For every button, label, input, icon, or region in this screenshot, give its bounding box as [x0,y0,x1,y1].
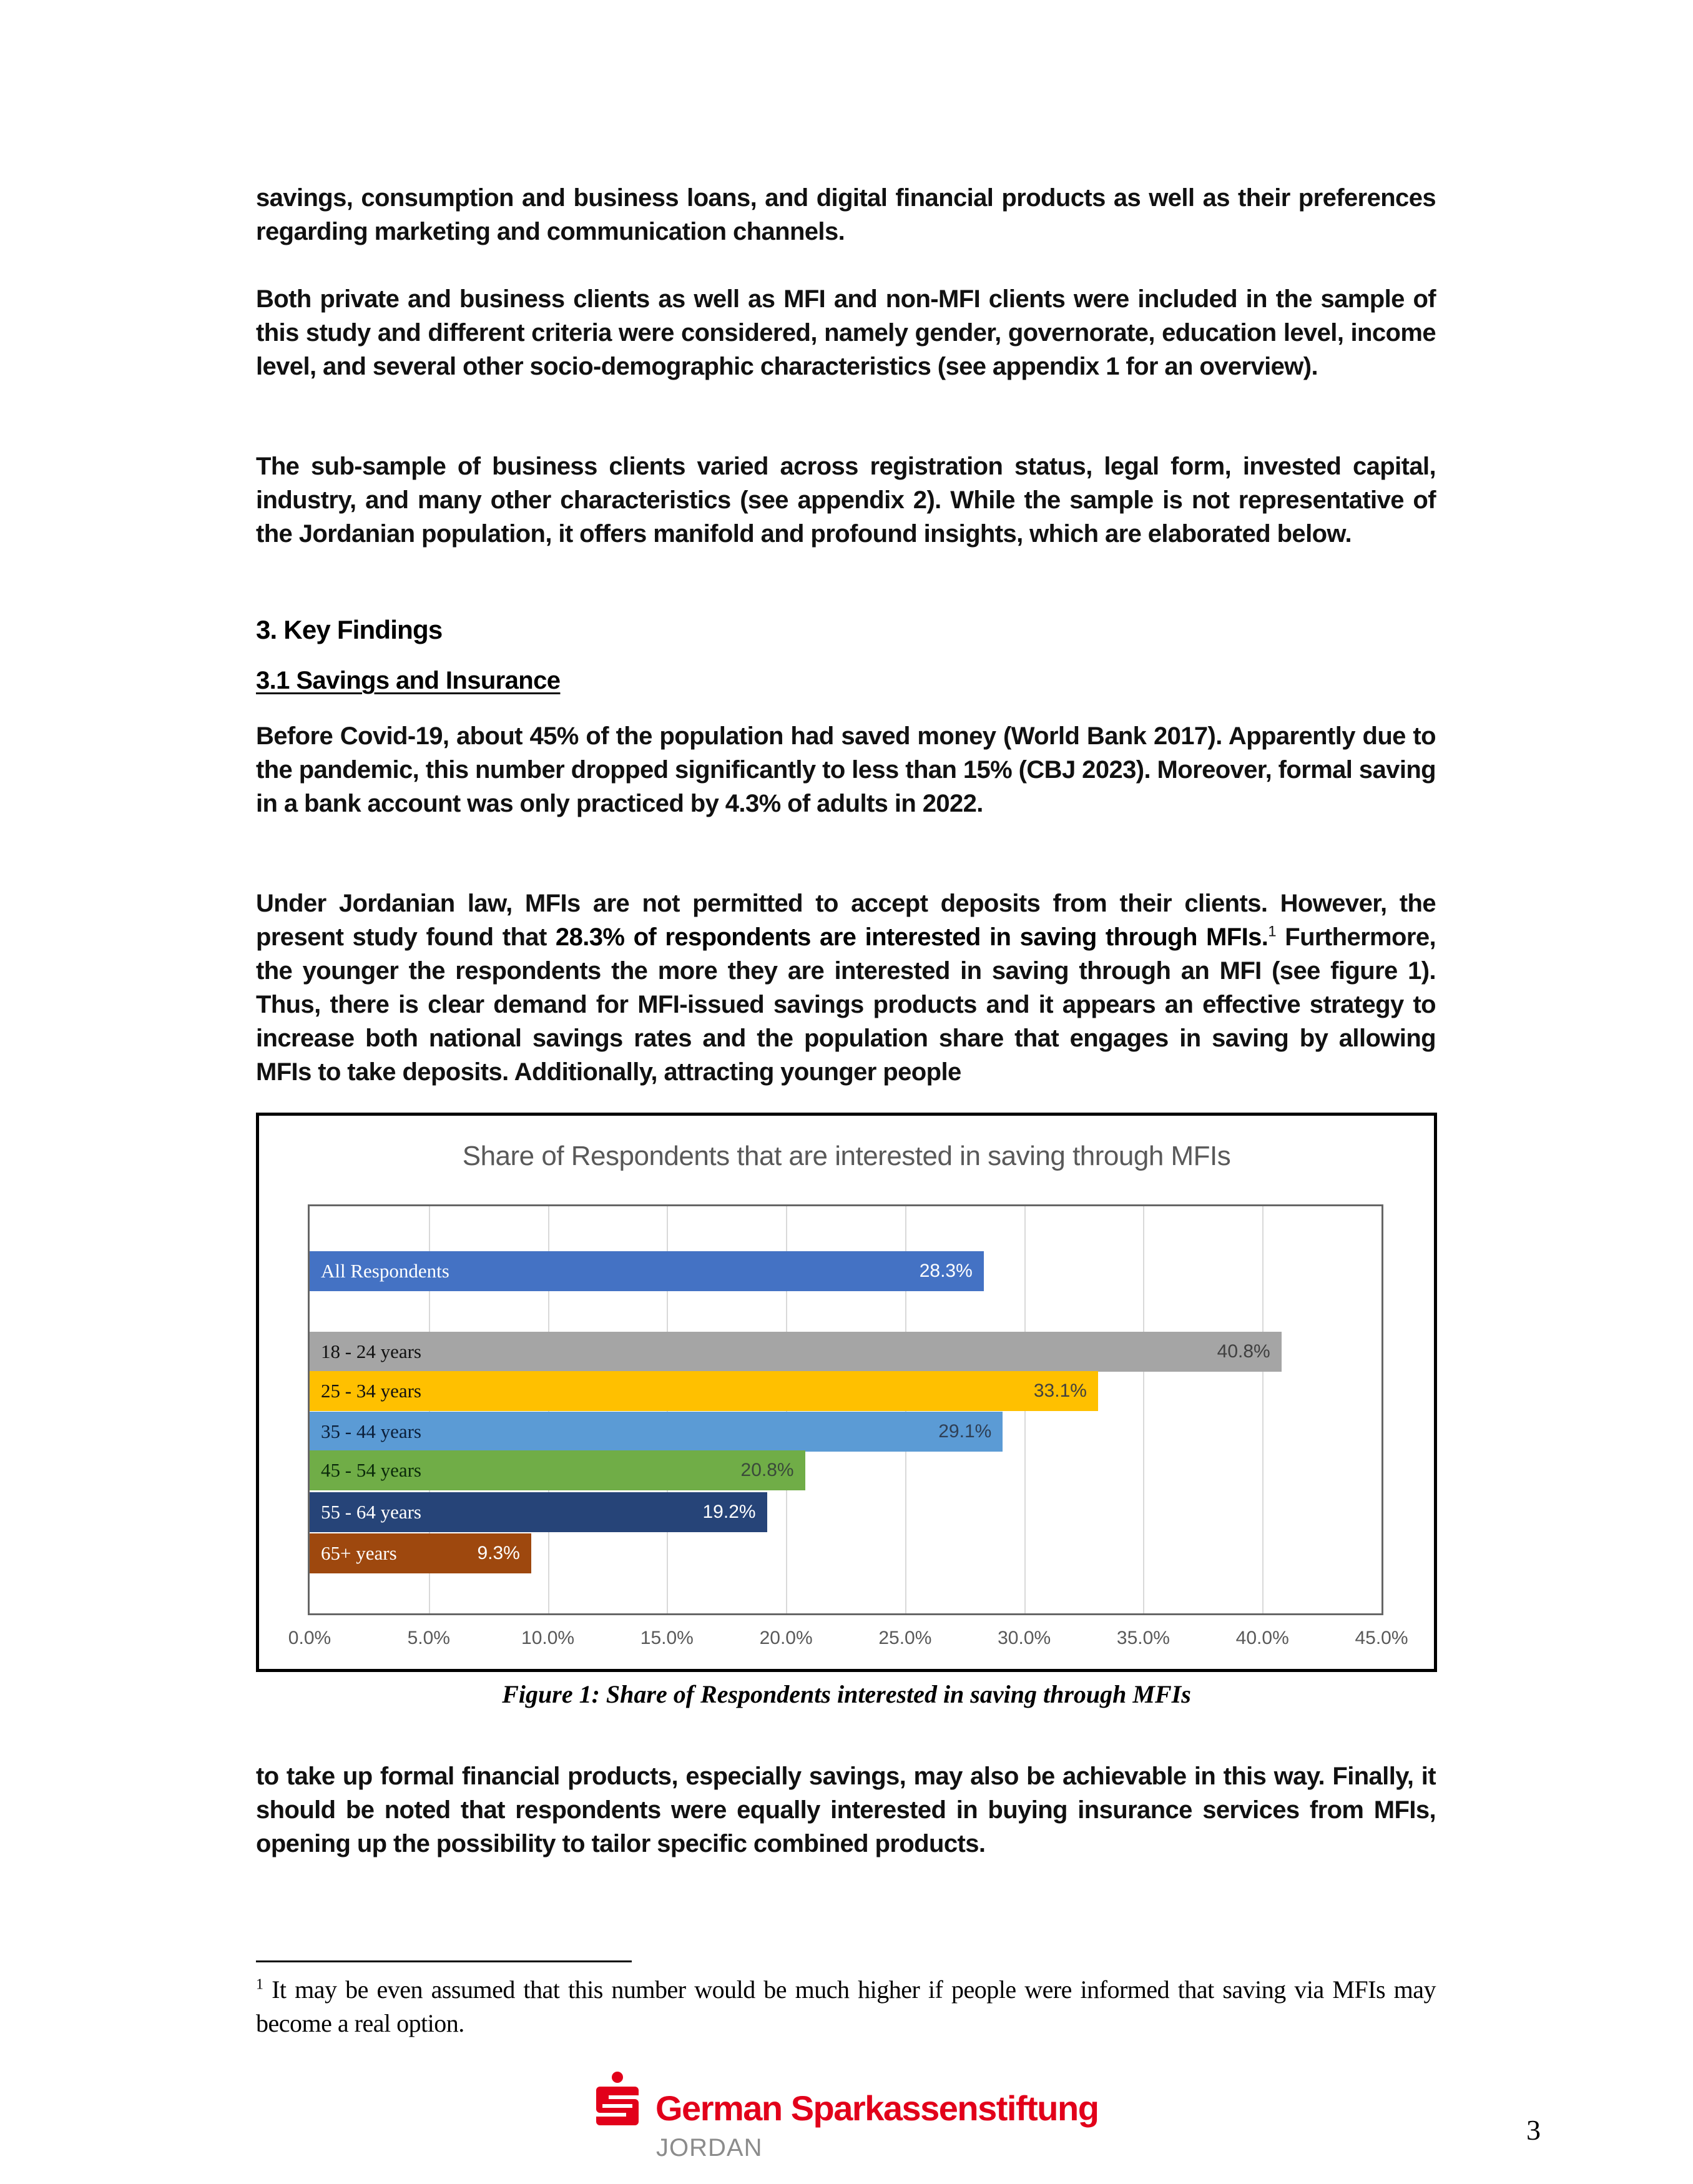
bar-value-label: 29.1% [938,1421,992,1442]
figure-caption: Figure 1: Share of Respondents interested in saving through MFIs [502,1680,1191,1708]
gridline [1262,1206,1264,1613]
x-tick-label: 20.0% [759,1628,813,1648]
x-tick-label: 15.0% [640,1628,694,1648]
bar-category-label: 55 - 64 years [321,1501,421,1523]
footnote-ref[interactable]: 1 [1268,923,1277,940]
paragraph-savings-stats: Before Covid-19, about 45% of the population had saved money (World Bank 2017). Apparently due to the pandemic, this number dropped significantly to less than 15% (CBJ 2023). Moreover, formal saving in a bank account was only practiced by 4.3% of adults in 2022. [256,722,1436,817]
bar-value-label: 9.3% [477,1543,520,1563]
figure-1-chart [256,1113,1437,1672]
gridline [1143,1206,1144,1613]
footnote-text: It may be even assumed that this number would be much higher if people were informed that saving via MFIs may become a real option. [256,1975,1436,2037]
x-tick-label: 30.0% [998,1628,1051,1648]
bar-category-label: 45 - 54 years [321,1459,421,1481]
x-tick-label: 0.0% [288,1628,331,1648]
x-tick-label: 25.0% [878,1628,932,1648]
bar-65-years [310,1533,531,1573]
bar-value-label: 40.8% [1217,1341,1270,1362]
plot-area [308,1204,1383,1615]
paragraph-2: Both private and business clients as well as MFI and non-MFI clients were included in the sample of this study and different criteria were considered, namely gender, governorate, education level, income level, and several other socio-demographic characteristics (see appendix 1 for an overview). [256,285,1436,380]
footnote [256,1973,1436,2040]
x-tick-label: 35.0% [1116,1628,1170,1648]
page-number: 3 [1526,2114,1541,2146]
bar-value-label: 20.8% [740,1460,794,1480]
bar-45-54-years [310,1450,805,1490]
text-run: Under Jordanian law, MFIs are not permitted to accept deposits from their clients. However, the present study found that [256,890,1436,951]
bar-category-label: All Respondents [321,1260,449,1282]
x-tick-label: 5.0% [407,1628,450,1648]
bar-35-44-years [310,1412,1003,1452]
bar-55-64-years [310,1492,767,1532]
bar-category-label: 18 - 24 years [321,1340,421,1362]
bar-18-24-years [310,1332,1282,1372]
footnote-separator [256,1960,632,1962]
org-name: German Sparkassenstiftung [655,2088,1099,2128]
bar-category-label: 25 - 34 years [321,1380,421,1402]
bar-value-label: 33.1% [1033,1380,1087,1401]
bar-all-respondents [310,1251,984,1291]
chart-title: Share of Respondents that are interested in saving through MFIs [462,1141,1231,1171]
org-country: JORDAN [656,2134,763,2162]
highlight-text: 28.3% of respondents are interested in saving through MFIs. [555,923,1269,951]
text-run: Furthermore, the younger the respondents the more they are interested in saving through an MFI (see figure 1). Thus, there is clear demand for MFI-issued savings products and it appears an effective strategy to increase both national savings rates and the population share that engages in saving by allowing MFIs to take deposits. Additionally, attracting younger people [256,923,1436,1086]
bar-category-label: 35 - 44 years [321,1420,421,1442]
paragraph-3: The sub-sample of business clients varied across registration status, legal form, invested capital, industry, and many other characteristics (see appendix 2). While the sample is not representative of the Jordanian population, it offers manifold and profound insights, which are elaborated below. [256,453,1436,548]
section-heading: 3. Key Findings [256,615,443,644]
x-tick-label: 45.0% [1355,1628,1408,1648]
x-tick-label: 40.0% [1235,1628,1289,1648]
x-tick-label: 10.0% [521,1628,575,1648]
bar-value-label: 19.2% [702,1502,756,1522]
bar-25-34-years [310,1371,1098,1411]
paragraph-continuation: to take up formal financial products, especially savings, may also be achievable in this way. Finally, it should be noted that respondents were equally interested in buying insurance services from MFIs, opening up the possibility to tailor specific combined products. [256,1763,1436,1857]
bar-category-label: 65+ years [321,1542,397,1564]
paragraph-1: savings, consumption and business loans, and digital financial products as well as their preferences regarding marketing and communication channels. [256,184,1436,245]
bar-value-label: 28.3% [919,1261,973,1281]
sparkasse-s-icon [596,2072,639,2125]
footnote-marker: 1 [256,1976,263,1993]
paragraph-mfi-interest [256,887,1436,1089]
subsection-heading: 3.1 Savings and Insurance [256,667,561,694]
